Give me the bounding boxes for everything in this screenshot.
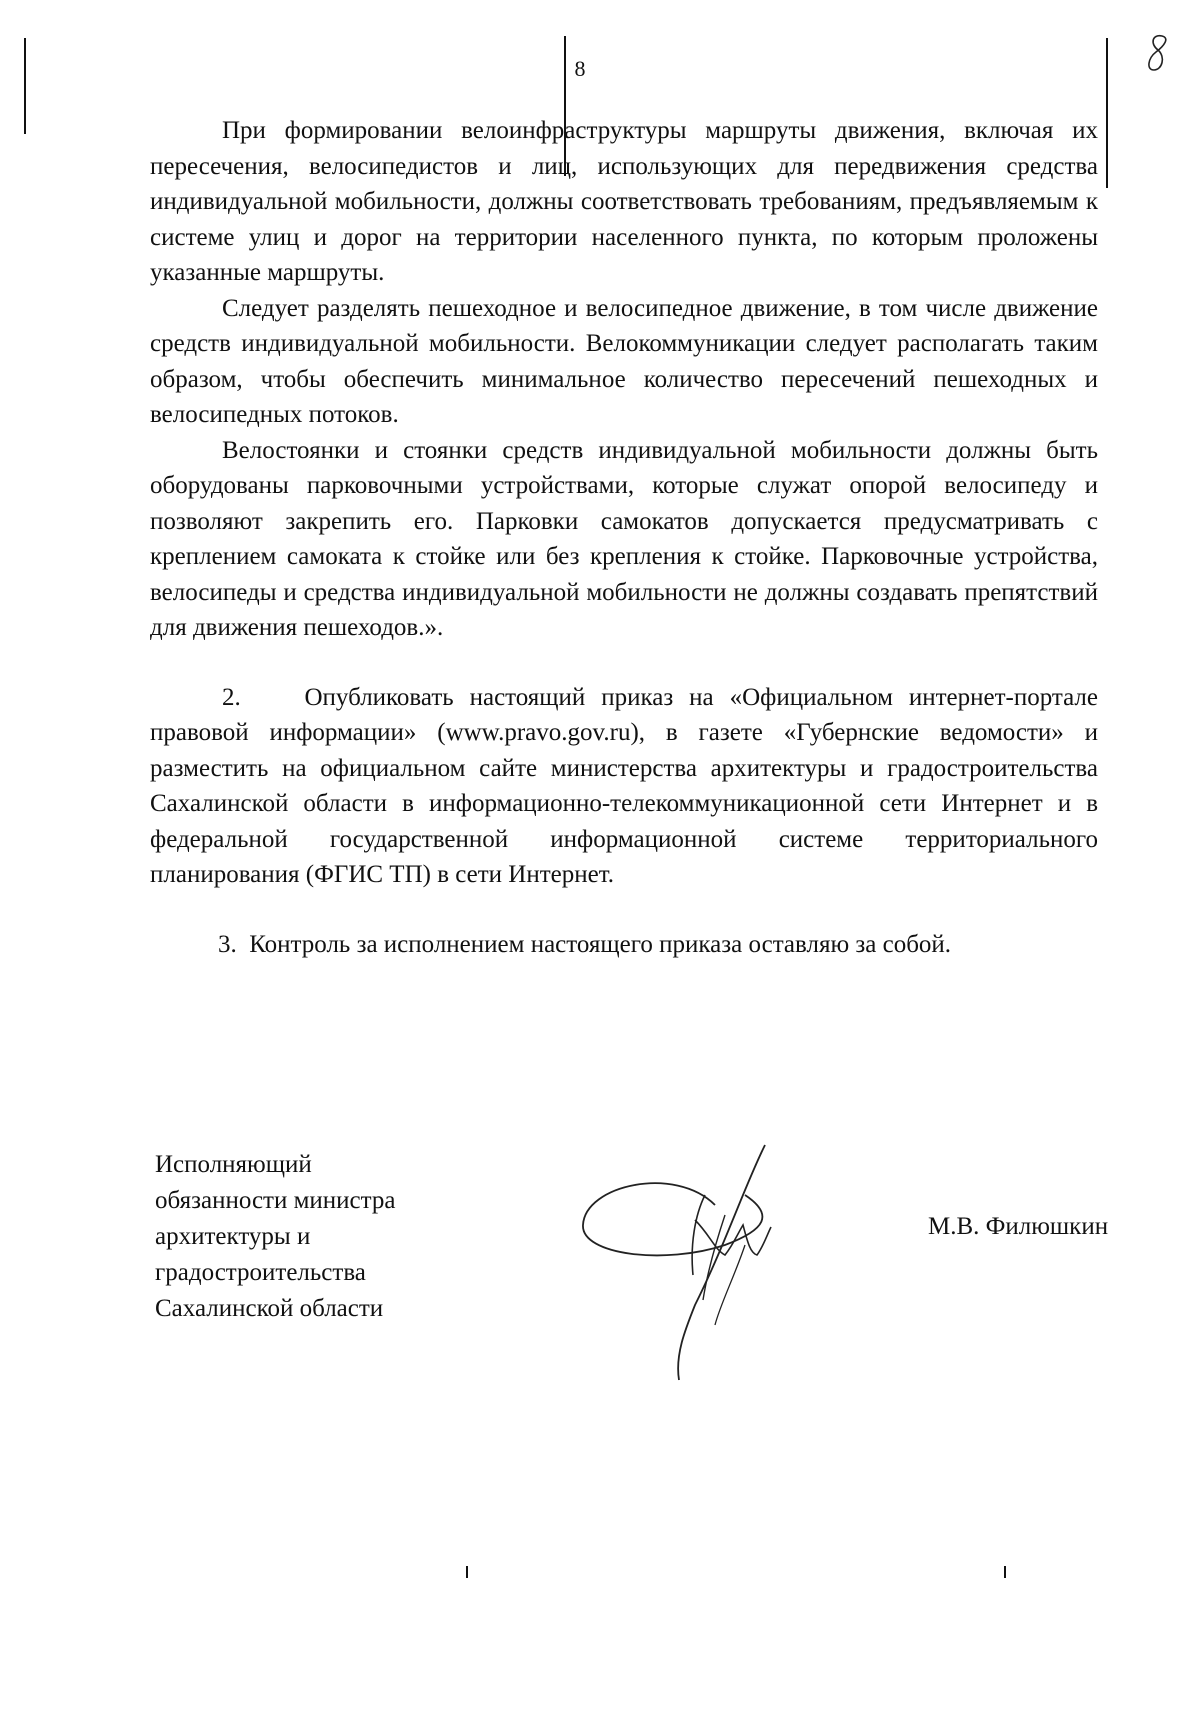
scan-edge-line-right [1106, 38, 1108, 188]
paragraph-bike-parking: Велостоянки и стоянки средств индивидуальной мобильности должны быть оборудованы парковочными устройствами, которые служат опорой велосипеду и позволяют закрепить его. Парковки самокатов допускается предусматривать с креплением самоката к стойке или без крепления к стойке. Парковочные устройства, велосипеды и средства индивидуальной мобильности не должны создавать препятствий для движения пешеходов.». [150, 436, 1098, 641]
item-2-number: 2. [222, 683, 241, 711]
item-2-publish [150, 680, 1098, 893]
paragraph-bike-routes: При формировании велоинфраструктуры маршруты движения, включая их пересечения, велосипедистов и лиц, использующих для передвижения средства индивидуальной мобильности, должны соответствовать требованиям, предъявляемым к системе улиц и дорог на территории населенного пункта, по которым проложены указанные маршруты. [150, 117, 1098, 286]
item-3-number: 3. [218, 930, 237, 958]
position-line: обязанности министра [155, 1187, 396, 1214]
handwritten-signature [575, 1125, 810, 1385]
position-line: градостроительства [155, 1259, 366, 1286]
item-3-control [150, 927, 1098, 963]
signatory-name: М.В. Филюшкин [928, 1213, 1109, 1240]
signatory-position [155, 1147, 395, 1327]
scan-edge-line-left [24, 38, 26, 134]
scan-mark-bottom-left [466, 1566, 468, 1578]
position-line: Исполняющий [155, 1151, 312, 1178]
item-2-text: Опубликовать настоящий приказ на «Официальном интернет-портале правовой информации» (www.pravo.gov.ru), в газете «Губернские ведомости» и разместить на официальном сайте министерства архитектуры и градостроительства Сахалинской области в информационно-телекоммуникационной сети Интернет и в федеральной государственной информационной системе территориального планирования (ФГИС ТП) в сети Интернет. [150, 683, 1099, 888]
page-number: 8 [574, 56, 586, 81]
handwritten-page-number [1140, 30, 1180, 80]
position-line: архитектуры и [155, 1223, 311, 1250]
document-body [150, 113, 1098, 962]
scan-mark-bottom-right [1004, 1566, 1006, 1578]
position-line: Сахалинской области [155, 1295, 384, 1322]
item-3-text: Контроль за исполнением настоящего приказа оставляю за собой. [249, 930, 952, 958]
paragraph-separate-traffic: Следует разделять пешеходное и велосипедное движение, в том числе движение средств индивидуальной мобильности. Велокоммуникации следует располагать таким образом, чтобы обеспечить минимальное количество пересечений пешеходных и велосипедных потоков. [150, 294, 1098, 428]
